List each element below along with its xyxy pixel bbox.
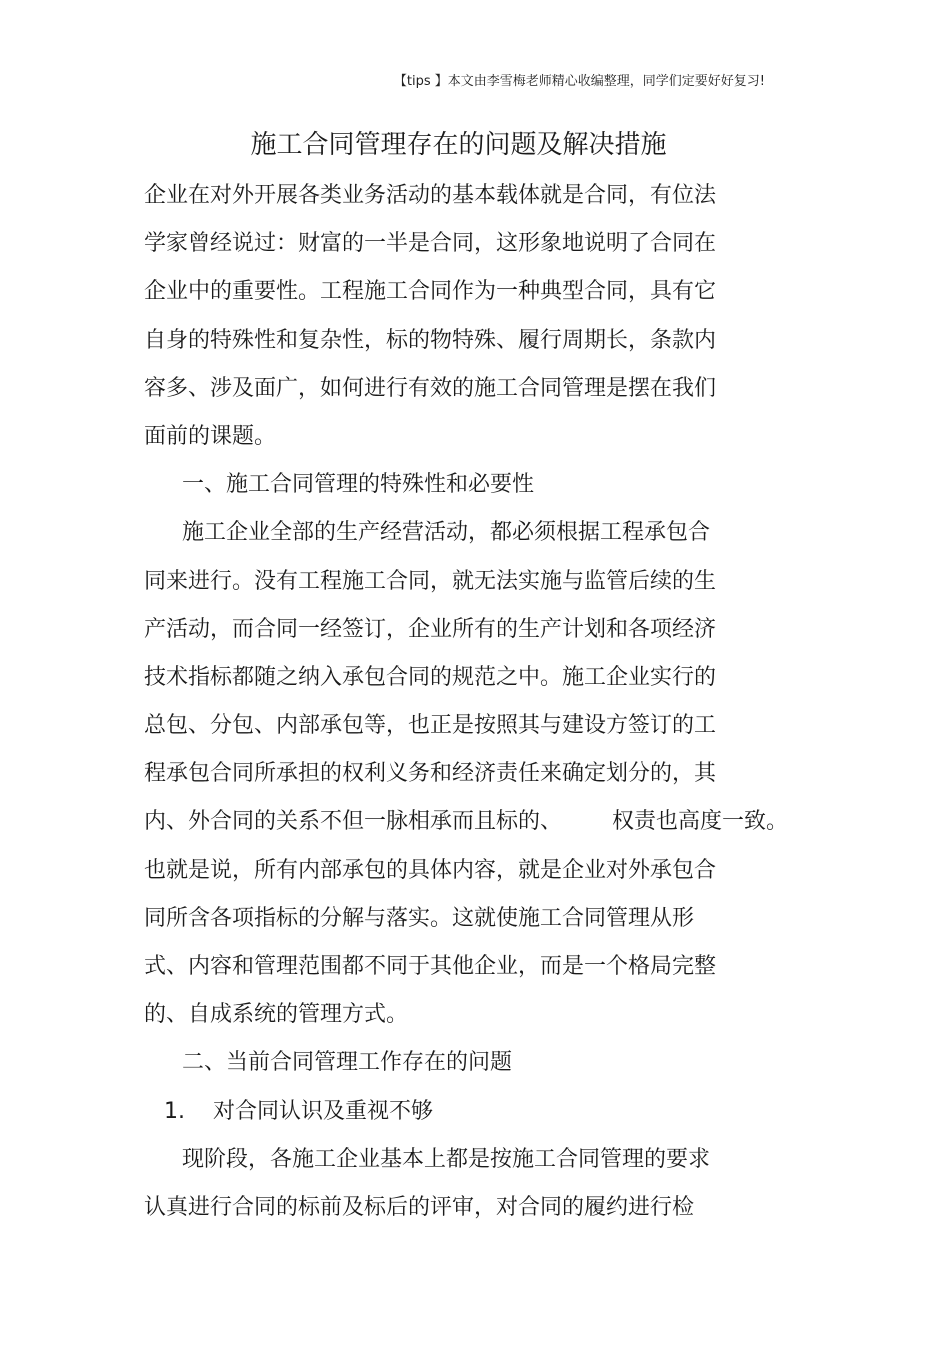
- paragraph-line: 认真进行合同的标前及标后的评审，对合同的履约进行检: [144, 1194, 695, 1220]
- paragraph-line: 程承包合同所承担的权利义务和经济责任来确定划分的，其: [144, 761, 717, 787]
- paragraph-line: 企业在对外开展各类业务活动的基本载体就是合同，有位法: [144, 183, 717, 208]
- paragraph-line: 的、自成系统的管理方式。: [144, 1002, 409, 1028]
- paragraph-line: 面前的课题。: [144, 423, 277, 449]
- paragraph-line: 产活动，而合同一经签订，企业所有的生产计划和各项经济: [144, 616, 717, 642]
- paragraph-line: 现阶段，各施工企业基本上都是按施工合同管理的要求: [182, 1146, 711, 1172]
- paragraph-line: 容多、涉及面广，如何进行有效的施工合同管理是摆在我们: [144, 375, 717, 401]
- line-part: 权责也高度一致。: [612, 809, 789, 835]
- paragraph-line: 总包、分包、内部承包等，也正是按照其与建设方签订的工: [144, 713, 717, 739]
- document-title: 施工合同管理存在的问题及解决措施: [250, 130, 667, 160]
- paragraph-line: [144, 798, 804, 846]
- line-part: 内、外合同的关系不但一脉相承而且标的、: [144, 809, 563, 835]
- paragraph-line: 同所含各项指标的分解与落实。这就使施工合同管理从形: [144, 905, 695, 931]
- paragraph-line: 学家曾经说过：财富的一半是合同，这形象地说明了合同在: [144, 231, 717, 257]
- paragraph-line: 也就是说，所有内部承包的具体内容，就是企业对外承包合: [144, 857, 717, 883]
- paragraph-line: 式、内容和管理范围都不同于其他企业，而是一个格局完整: [144, 954, 717, 979]
- paragraph-line: 企业中的重要性。工程施工合同作为一种典型合同，具有它: [144, 279, 717, 305]
- section-heading: 一、施工合同管理的特殊性和必要性: [182, 472, 535, 498]
- header-tips: 【tips 】本文由李雪梅老师精心收编整理，同学们定要好好复习!: [393, 74, 765, 89]
- paragraph-line: 技术指标都随之纳入承包合同的规范之中。施工企业实行的: [144, 664, 717, 690]
- list-number: 1.: [164, 1098, 185, 1124]
- paragraph-line: 自身的特殊性和复杂性，标的物特殊、履行周期长，条款内: [144, 327, 717, 353]
- numbered-subheading: [144, 1088, 804, 1136]
- paragraph-line: 同来进行。没有工程施工合同，就无法实施与监管后续的生: [144, 568, 717, 594]
- subheading-text: 对合同认识及重视不够: [213, 1098, 434, 1124]
- paragraph-line: 施工企业全部的生产经营活动，都必须根据工程承包合: [182, 520, 711, 546]
- document-body: [144, 172, 804, 1232]
- section-heading: 二、当前合同管理工作存在的问题: [182, 1050, 513, 1076]
